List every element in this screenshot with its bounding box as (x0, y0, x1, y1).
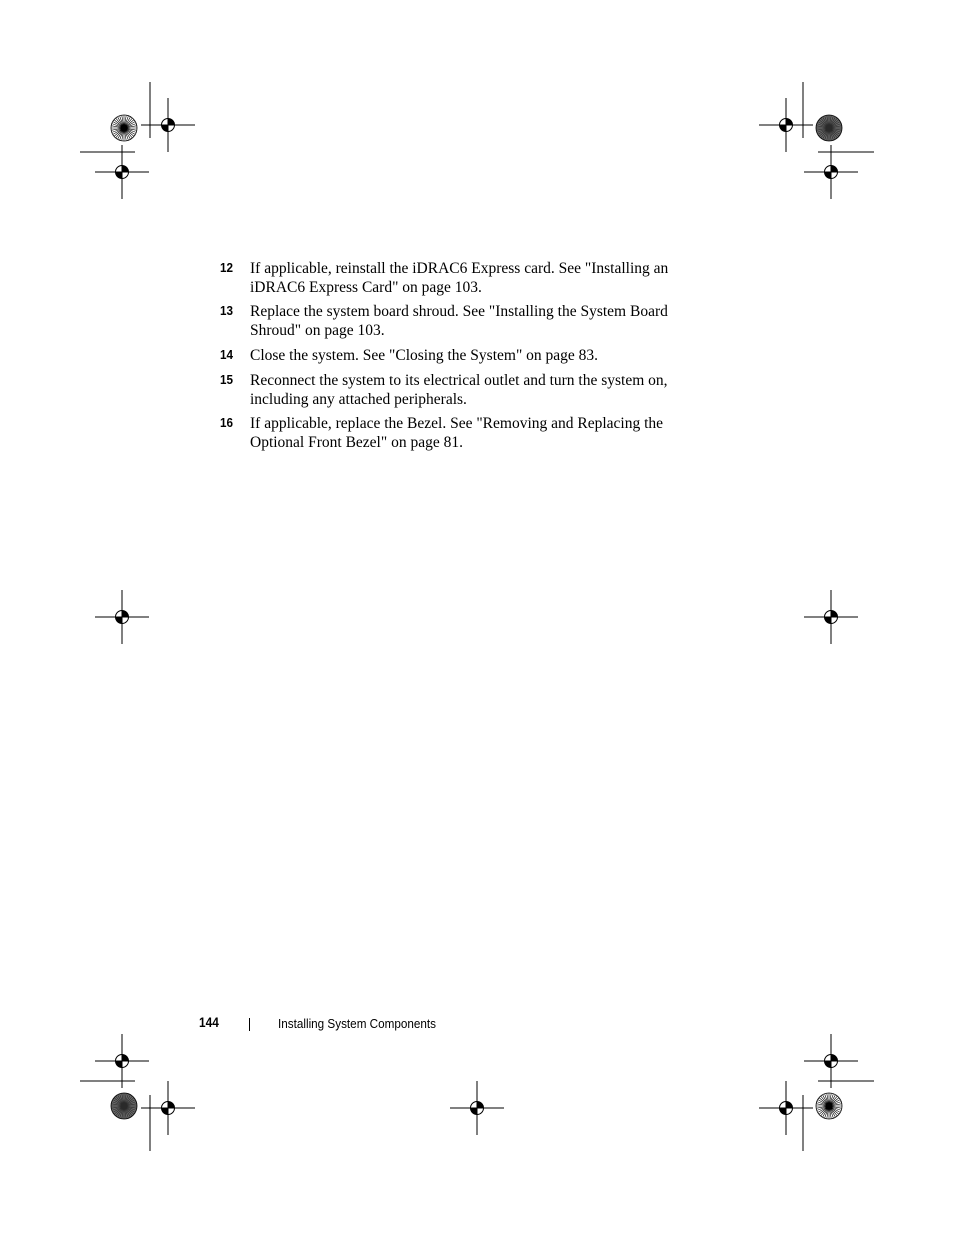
step-number: 12 (220, 260, 234, 275)
page-number: 144 (199, 1015, 219, 1030)
crosshair-quadrant (831, 166, 838, 173)
crosshair-quadrant (825, 617, 832, 624)
crosshair-quadrant (116, 617, 123, 624)
crosshair-quadrant (780, 125, 787, 132)
crosshair-quadrant (477, 1102, 484, 1109)
crosshair-quadrant (122, 611, 129, 618)
crosshair-quadrant (162, 1108, 169, 1115)
step-number: 14 (220, 347, 234, 362)
step-number: 13 (220, 303, 234, 318)
crosshair-quadrant (471, 1108, 478, 1115)
crosshair-quadrant (168, 1102, 175, 1109)
crosshair-quadrant (168, 119, 175, 126)
crosshair-quadrant (122, 1055, 129, 1062)
crosshair-quadrant (825, 1061, 832, 1068)
crosshair-quadrant (786, 119, 793, 126)
crosshair-quadrant (831, 611, 838, 618)
step-text: Close the system. See "Closing the System" on page 83. (250, 347, 599, 364)
step-text: Replace the system board shroud. See "Installing the System Board Shroud" on page 103. (250, 303, 668, 340)
crosshair-quadrant (831, 1055, 838, 1062)
step-text: If applicable, replace the Bezel. See "Removing and Replacing the Optional Front Bezel" on page 81. (250, 415, 664, 452)
crosshair-quadrant (825, 172, 832, 179)
footer-section-title: Installing System Components (278, 1016, 437, 1031)
step-number: 15 (220, 372, 234, 387)
footer-divider (249, 1018, 250, 1031)
crosshair-quadrant (786, 1102, 793, 1109)
crosshair-quadrant (122, 166, 129, 173)
crosshair-quadrant (162, 125, 169, 132)
step-text: Reconnect the system to its electrical outlet and turn the system on, including any attached peripherals. (250, 372, 668, 409)
crosshair-quadrant (116, 1061, 123, 1068)
crosshair-quadrant (780, 1108, 787, 1115)
step-number: 16 (220, 415, 234, 430)
step-text: If applicable, reinstall the iDRAC6 Express card. See "Installing an iDRAC6 Express Card" on page 103. (250, 260, 669, 297)
crosshair-quadrant (116, 172, 123, 179)
